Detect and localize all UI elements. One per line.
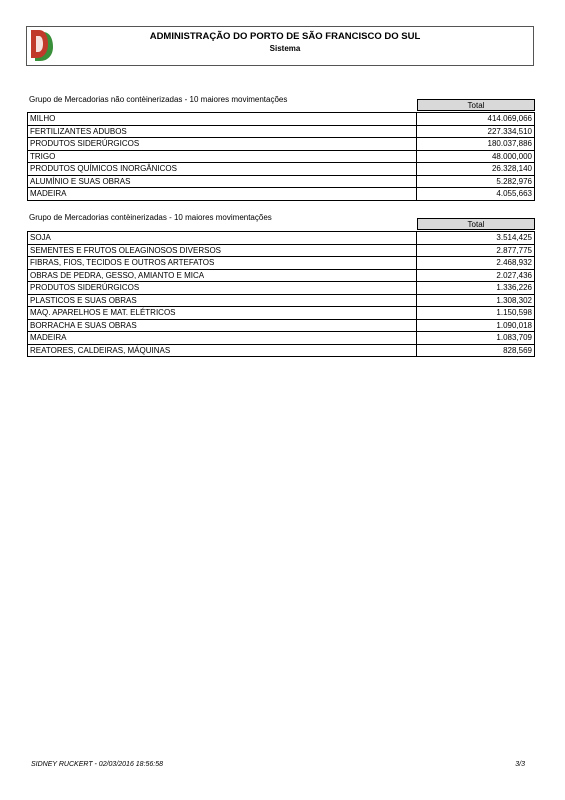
table-row [28, 125, 535, 138]
commodity-name: MILHO [28, 113, 417, 126]
total-column-header: Total [417, 99, 535, 111]
commodity-name: PLASTICOS E SUAS OBRAS [28, 294, 417, 307]
commodity-total: 26.328,140 [417, 163, 535, 176]
report-title: ADMINISTRAÇÃO DO PORTO DE SÃO FRANCISCO DO SUL [149, 31, 421, 42]
commodity-total: 1.090,018 [417, 319, 535, 332]
report-header [26, 26, 534, 66]
commodity-total: 227.334,510 [417, 125, 535, 138]
table-row [28, 332, 535, 345]
commodity-total: 48.000,000 [417, 150, 535, 163]
commodity-name: TRIGO [28, 150, 417, 163]
commodity-total: 180.037,886 [417, 138, 535, 151]
section-title: Grupo de Mercadorias não contèinerizadas - 10 maiores movimentações [29, 95, 288, 104]
commodity-total: 5.282,976 [417, 175, 535, 188]
commodity-name: REATORES, CALDEIRAS, MÁQUINAS [28, 344, 417, 357]
table-row [28, 269, 535, 282]
commodity-name: OBRAS DE PEDRA, GESSO, AMIANTO E MICA [28, 269, 417, 282]
footer-user-timestamp: SIDNEY RUCKERT - 02/03/2016 18:56:58 [31, 761, 164, 768]
containerized-table [27, 231, 535, 357]
commodity-total: 1.336,226 [417, 282, 535, 295]
table-row [28, 282, 535, 295]
table-row [28, 138, 535, 151]
commodity-total: 828,569 [417, 344, 535, 357]
commodity-name: PRODUTOS QUÍMICOS INORGÂNICOS [28, 163, 417, 176]
commodity-name: MAQ. APARELHOS E MAT. ELÉTRICOS [28, 307, 417, 320]
commodity-total: 3.514,425 [417, 232, 535, 245]
commodity-total: 2.468,932 [417, 257, 535, 270]
commodity-total: 1.150,598 [417, 307, 535, 320]
table-row [28, 307, 535, 320]
commodity-name: SEMENTES E FRUTOS OLEAGINOSOS DIVERSOS [28, 244, 417, 257]
commodity-total: 2.027,436 [417, 269, 535, 282]
commodity-name: BORRACHA E SUAS OBRAS [28, 319, 417, 332]
footer-page-number: 3/3 [515, 761, 525, 768]
table-row [28, 257, 535, 270]
commodity-name: PRODUTOS SIDERÚRGICOS [28, 138, 417, 151]
table-row [28, 175, 535, 188]
table-row [28, 113, 535, 126]
commodity-name: MADEIRA [28, 188, 417, 201]
commodity-total: 414.069,066 [417, 113, 535, 126]
section-title: Grupo de Mercadorias contèinerizadas - 10 maiores movimentações [29, 213, 272, 222]
commodity-name: FERTILIZANTES ADUBOS [28, 125, 417, 138]
commodity-name: PRODUTOS SIDERÚRGICOS [28, 282, 417, 295]
total-column-header: Total [417, 218, 535, 230]
commodity-name: SOJA [28, 232, 417, 245]
commodity-name: MADEIRA [28, 332, 417, 345]
commodity-name: ALUMÍNIO E SUAS OBRAS [28, 175, 417, 188]
commodity-total: 1.308,302 [417, 294, 535, 307]
non-containerized-table [27, 112, 535, 201]
commodity-total: 2.877,775 [417, 244, 535, 257]
table-row [28, 244, 535, 257]
table-row [28, 344, 535, 357]
table-row [28, 319, 535, 332]
commodity-total: 1.083,709 [417, 332, 535, 345]
table-row [28, 232, 535, 245]
table-row [28, 150, 535, 163]
report-subtitle: Sistema [269, 44, 301, 53]
commodity-total: 4.055,663 [417, 188, 535, 201]
table-row [28, 188, 535, 201]
table-row [28, 163, 535, 176]
table-row [28, 294, 535, 307]
commodity-name: FIBRAS, FIOS, TECIDOS E OUTROS ARTEFATOS [28, 257, 417, 270]
